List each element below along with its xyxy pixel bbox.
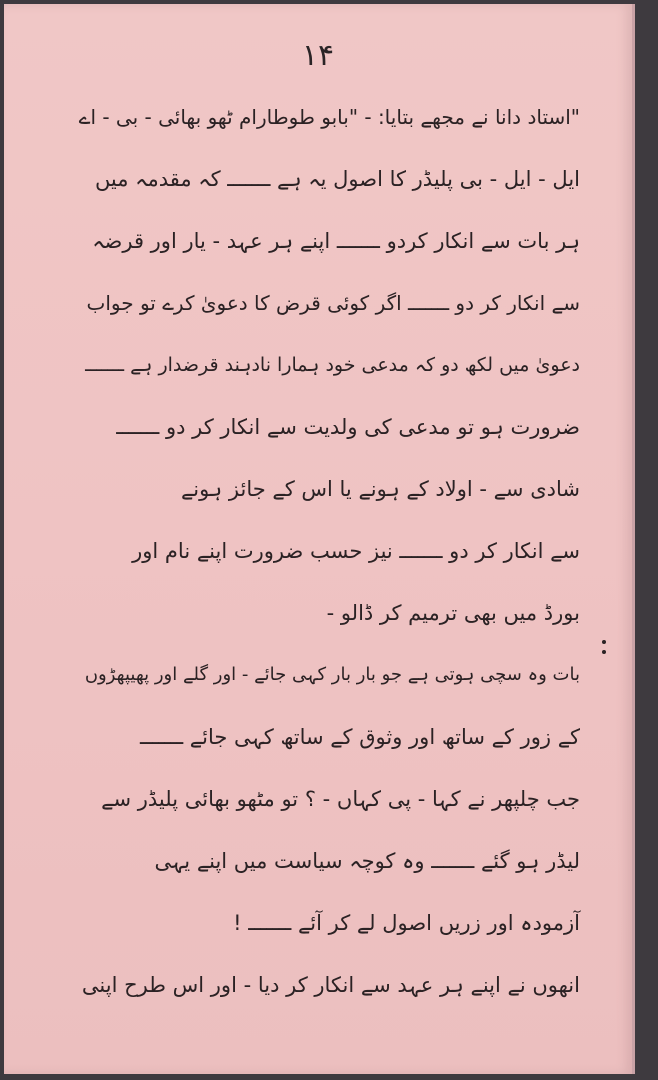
text-line: سے انکار کر دو ـــــــ نیز حسب ضرورت اپنے نام اور — [132, 539, 580, 563]
text-line: شادی سے - اولاد کے ہونے یا اس کے جائز ہونے — [180, 477, 580, 501]
text-line: انھوں نے اپنے ہر عہد سے انکار کر دیا - اور اس طرح اپنی — [81, 973, 580, 997]
text-line: سے انکار کر دو ـــــــ اگر کوئی قرض کا دعویٰ کرے تو جواب — [86, 291, 580, 315]
text-line: ہر بات سے انکار کردو ـــــــ اپنے ہر عہد - یار اور قرضہ — [92, 229, 580, 253]
text-line: ضرورت ہو تو مدعی کی ولدیت سے انکار کر دو ـــــــ — [116, 415, 580, 439]
text-line: بات وہ سچی ہوتی ہے جو بار بار کہی جائے - اور گلے اور پھیپھڑوں — [84, 664, 580, 685]
text-line: دعویٰ میں لکھ دو کہ مدعی خود ہمارا نادہند قرضدار ہے ـــــــ — [85, 354, 580, 376]
text-line: آزمودہ اور زریں اصول لے کر آئے ـــــــ ! — [233, 911, 580, 935]
text-line: کے زور کے ساتھ اور وثوق کے ساتھ کہی جائے ـــــــ — [140, 725, 580, 749]
text-line: جب چلپھر نے کہا - پی کہاں - ؟ تو مٹھو بھائی پلیڈر سے — [101, 787, 580, 811]
text-line: "استاد دانا نے مجھے بتایا: - "بابو طوطارام ٹھو بھائی - بی - اے — [78, 105, 580, 129]
page-number: ۱۴ — [301, 38, 335, 73]
text-line: ایل - ایل - بی پلیڈر کا اصول یہ ہے ـــــــ کہ مقدمہ میں — [94, 167, 580, 191]
book-page — [4, 4, 635, 1074]
text-line: بورڈ میں بھی ترمیم کر ڈالو - — [326, 601, 580, 625]
margin-mark — [602, 640, 608, 660]
text-line: لیڈر ہو گئے ـــــــ وہ کوچہ سیاست میں اپنے یہی — [154, 849, 580, 873]
